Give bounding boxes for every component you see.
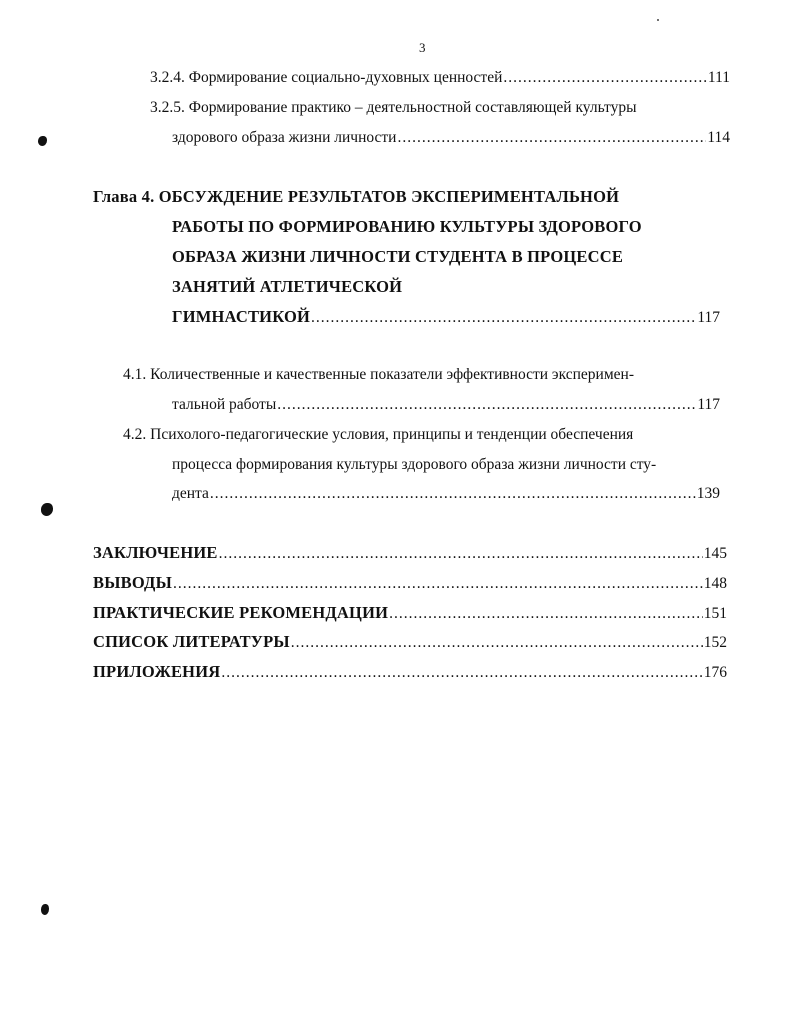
toc-entry-4-1[interactable] (172, 396, 720, 414)
toc-entry-page: 148 (703, 575, 727, 592)
dot-leader (503, 69, 707, 87)
chapter4-title-line2: РАБОТЫ ПО ФОРМИРОВАНИЮ КУЛЬТУРЫ ЗДОРОВОГО (172, 217, 642, 236)
toc-entry-page: 117 (697, 309, 720, 326)
toc-entry-title: тальной работы (172, 396, 277, 413)
toc-entry-page: 114 (707, 129, 730, 146)
toc-entry-3-2-5[interactable] (172, 129, 730, 147)
dot-leader (311, 309, 696, 327)
chapter4-title-line3: ОБРАЗА ЖИЗНИ ЛИЧНОСТИ СТУДЕНТА В ПРОЦЕССЕ (172, 247, 624, 266)
scan-mark (38, 136, 47, 146)
dot-leader (221, 664, 702, 682)
dot-leader (389, 605, 703, 623)
page-number: 3 (419, 40, 426, 55)
toc-entry-page: 145 (703, 545, 727, 562)
toc-entry-chapter4[interactable] (172, 307, 720, 327)
toc-entry-recommendations[interactable] (93, 603, 727, 623)
toc-entry-title: ПРАКТИЧЕСКИЕ РЕКОМЕНДАЦИИ (93, 603, 389, 622)
dot-leader (397, 129, 706, 147)
toc-entry-conclusion[interactable] (93, 543, 727, 563)
dot-leader (291, 634, 703, 652)
scan-mark (41, 904, 49, 915)
dot-leader (210, 485, 696, 503)
chapter4-title-line4: ЗАНЯТИЙ АТЛЕТИЧЕСКОЙ (172, 277, 403, 296)
toc-entry-page: 152 (703, 634, 727, 651)
toc-entry-title: дента (172, 485, 209, 502)
dot-leader (173, 575, 703, 593)
toc-entry-title: СПИСОК ЛИТЕРАТУРЫ (93, 632, 290, 651)
toc-entry-page: 139 (696, 485, 720, 502)
toc-entry-title: ПРИЛОЖЕНИЯ (93, 662, 221, 681)
toc-entry-4-2-line1: 4.2. Психолого-педагогические условия, принципы и тенденции обеспечения (123, 426, 634, 443)
toc-entry-title: здорового образа жизни личности (172, 129, 397, 146)
dot-leader (277, 396, 696, 414)
toc-entry-3-2-5-line1: 3.2.5. Формирование практико – деятельностной составляющей культуры (150, 99, 637, 116)
toc-entry-title: ВЫВОДЫ (93, 573, 172, 592)
toc-entry-findings[interactable] (93, 573, 727, 593)
toc-entry-page: 176 (703, 664, 727, 681)
toc-entry-bibliography[interactable] (93, 632, 727, 652)
toc-entry-4-2-line2: процесса формирования культуры здорового образа жизни личности сту- (172, 456, 657, 473)
toc-entry-page: 151 (703, 605, 727, 622)
toc-entry-title: 3.2.4. Формирование социально-духовных ценностей (150, 69, 503, 86)
toc-entry-page: 111 (707, 69, 730, 86)
chapter4-title-line1: Глава 4. ОБСУЖДЕНИЕ РЕЗУЛЬТАТОВ ЭКСПЕРИМЕНТАЛЬНОЙ (93, 187, 620, 206)
toc-entry-4-1-line1: 4.1. Количественные и качественные показатели эффективности эксперимен- (123, 366, 634, 383)
toc-entry-4-2[interactable] (172, 485, 720, 503)
scan-speck (657, 19, 659, 21)
toc-entry-title: ЗАКЛЮЧЕНИЕ (93, 543, 218, 562)
toc-entry-title: ГИМНАСТИКОЙ (172, 307, 311, 326)
toc-entry-3-2-4[interactable] (150, 69, 730, 87)
dot-leader (219, 545, 703, 563)
toc-entry-appendices[interactable] (93, 662, 727, 682)
toc-entry-page: 117 (697, 396, 720, 413)
scan-mark (41, 503, 53, 516)
